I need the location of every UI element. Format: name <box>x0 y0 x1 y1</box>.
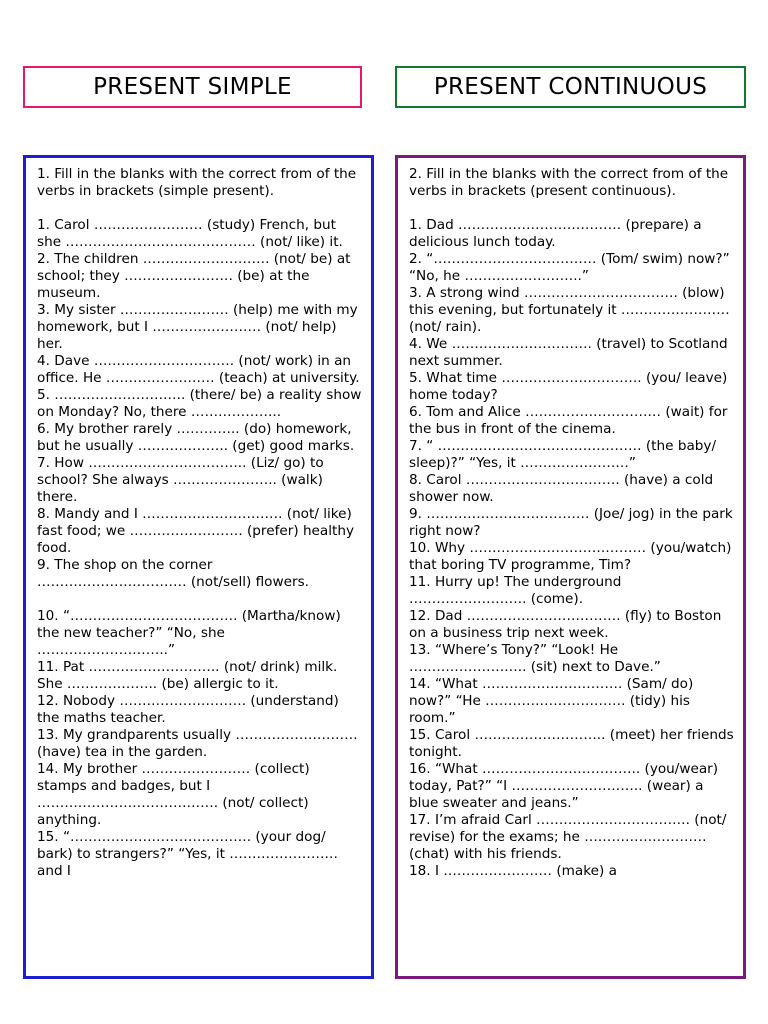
right-item-16: 16. “What …………………………….. (you/wear) today, Pat?” “I ……………………….. (wear) a blue sweater and jeans.” <box>409 761 723 811</box>
right-item-17: 17. I’m afraid Carl ……………………………. (not/ revise) for the exams; he ……………………… (chat) with his friends. <box>409 812 731 862</box>
left-item-5: 5. ……………………….. (there/ be) a reality show on Monday? No, there ……………….. <box>37 387 366 420</box>
right-item-8: 8. Carol ……………………………. (have) a cold shower now. <box>409 472 718 505</box>
left-item-13: 13. My grandparents usually ……………………… (have) tea in the garden. <box>37 727 363 760</box>
left-item-8: 8. Mandy and I …………………………. (not/ like) fast food; we ……………………. (prefer) healthy food. <box>37 506 359 556</box>
right-item-13: 13. “Where’s Tony?” “Look! He …………………….. (sit) next to Dave.” <box>409 642 661 675</box>
left-item-11: 11. Pat ……………………….. (not/ drink) milk. She ……………….. (be) allergic to it. <box>37 659 342 692</box>
left-instruction: 1. Fill in the blanks with the correct from of the verbs in brackets (simple present). <box>37 166 361 199</box>
left-item-2: 2. The children ………………………. (not/ be) at school; they …………………… (be) at the museum. <box>37 251 355 301</box>
right-item-9: 9. ……………………………… (Joe/ jog) in the park right now? <box>409 506 738 539</box>
right-item-1: 1. Dad ……………………………… (prepare) a delicious lunch today. <box>409 217 706 250</box>
right-item-10: 10. Why ………………………………… (you/watch) that boring TV programme, Tim? <box>409 540 736 573</box>
left-item-14: 14. My brother …………………… (collect) stamps and badges, but I …………………………………. (not/ collect) anything. <box>37 761 315 828</box>
left-item-9: 9. The shop on the corner …………………………… (not/sell) flowers. <box>37 557 309 590</box>
left-item-15: 15. “…………………………………. (your dog/ bark) to strangers?” “Yes, it …………………… and I <box>37 829 343 879</box>
left-item-3: 3. My sister …………………… (help) me with my homework, but I …………………… (not/ help) her. <box>37 302 363 352</box>
right-item-15: 15. Carol ……………………….. (meet) her friends tonight. <box>409 727 739 760</box>
right-item-18: 18. I …………………… (make) a <box>409 863 617 879</box>
right-item-7: 7. “ ……………………………………… (the baby/ sleep)?” “Yes, it ……………………” <box>409 438 721 471</box>
right-item-4: 4. We …………………………. (travel) to Scotland next summer. <box>409 336 732 369</box>
right-item-3: 3. A strong wind ……………………………. (blow) this evening, but fortunately it …………………… (not/ rain). <box>409 285 734 335</box>
right-item-12: 12. Dad ……………………………. (fly) to Boston on a business trip next week. <box>409 608 731 641</box>
present-simple-title-text: PRESENT SIMPLE <box>93 74 292 100</box>
right-item-6: 6. Tom and Alice ………………………… (wait) for the bus in front of the cinema. <box>409 404 732 437</box>
present-continuous-exercise-panel <box>395 155 746 979</box>
left-item-4: 4. Dave …………………………. (not/ work) in an office. He …………………… (teach) at university. <box>37 353 360 386</box>
present-continuous-title <box>395 66 746 108</box>
left-item-7: 7. How …………………………….. (Liz/ go) to school? She always ………………….. (walk) there. <box>37 455 328 505</box>
left-item-10: 10. “………………………………. (Martha/know) the new teacher?” “No, she ………………………..” <box>37 608 346 658</box>
present-continuous-title-text: PRESENT CONTINUOUS <box>433 74 708 100</box>
right-instruction: 2. Fill in the blanks with the correct from of the verbs in brackets (present continuous). <box>409 166 733 199</box>
present-simple-exercise-panel <box>23 155 374 979</box>
present-simple-title <box>23 66 362 108</box>
left-item-6: 6. My brother rarely ………….. (do) homework, but he usually ……………….. (get) good marks. <box>37 421 356 454</box>
left-item-1: 1. Carol …………………… (study) French, but she …………………………………… (not/ like) it. <box>37 217 343 250</box>
right-item-2: 2. “……………………………… (Tom/ swim) now?” “No, he ……………………..” <box>409 251 735 284</box>
right-item-5: 5. What time …………………………. (you/ leave) home today? <box>409 370 732 403</box>
right-item-14: 14. “What …………………………. (Sam/ do) now?” “He …………………………. (tidy) his room.” <box>409 676 698 726</box>
right-item-11: 11. Hurry up! The underground …………………….. (come). <box>409 574 626 607</box>
left-item-12: 12. Nobody ………………………. (understand) the maths teacher. <box>37 693 344 726</box>
